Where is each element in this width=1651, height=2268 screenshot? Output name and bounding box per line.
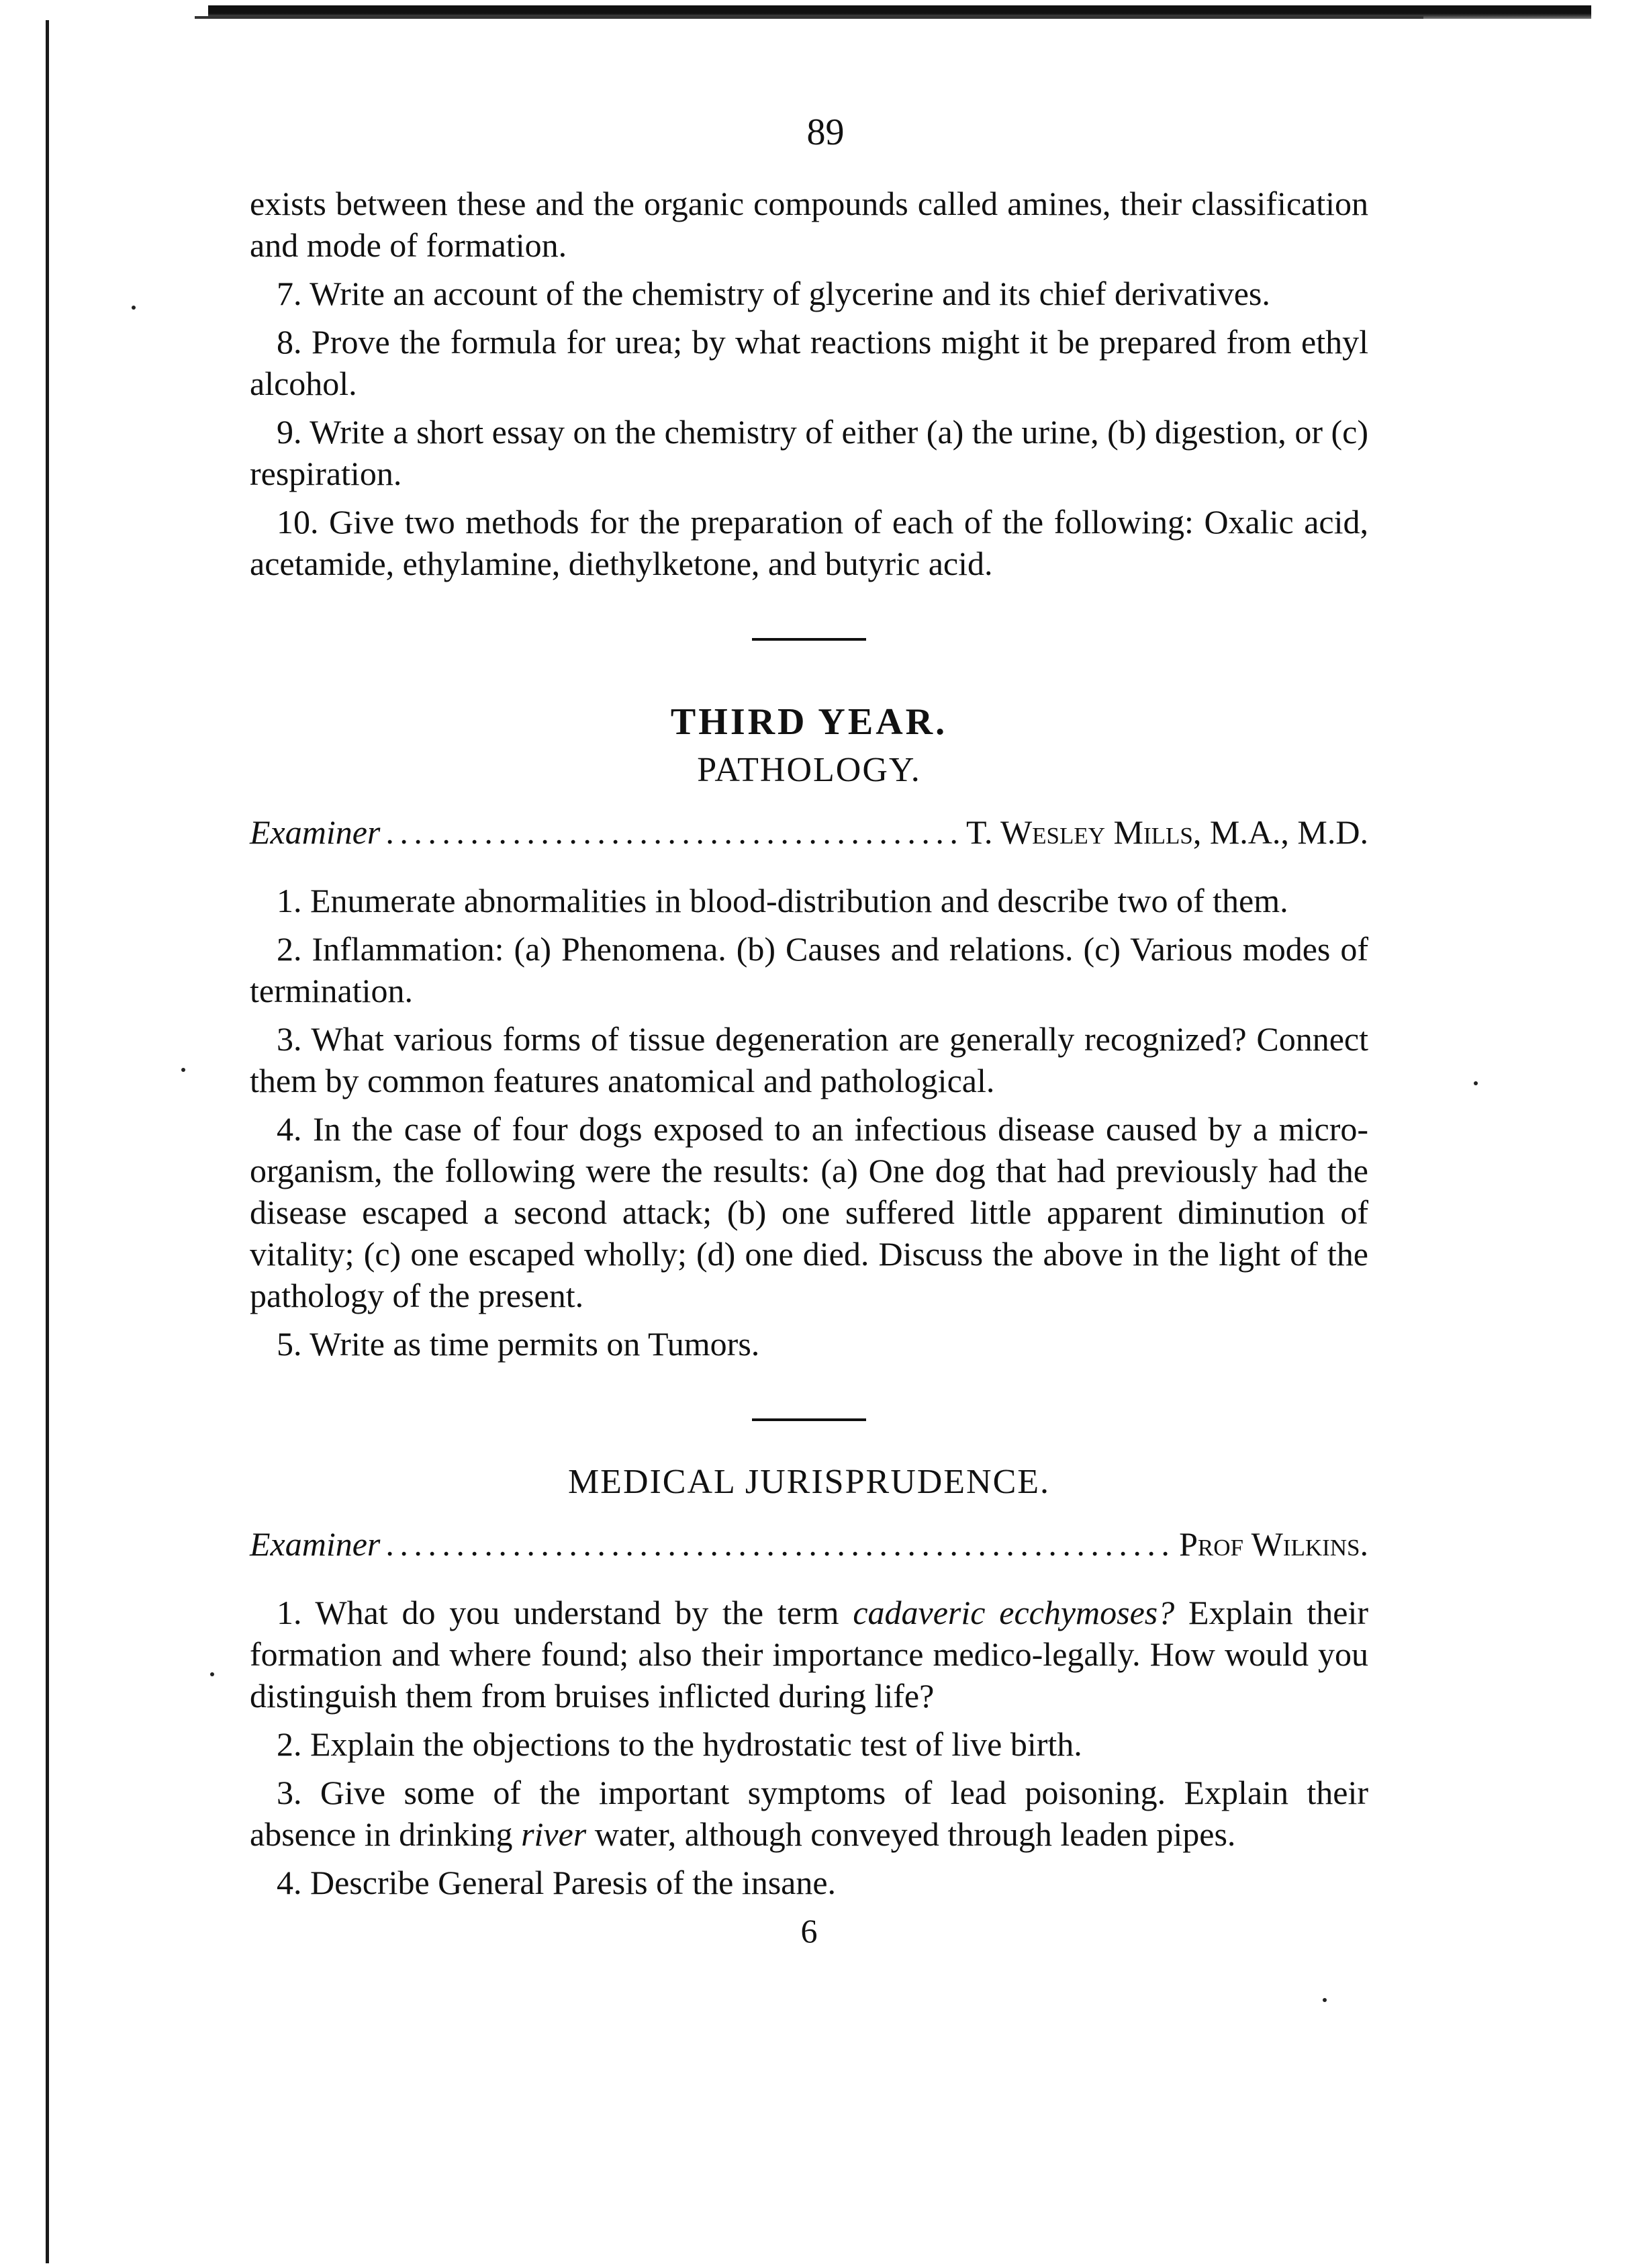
section-divider (752, 1418, 866, 1421)
pathology-heading: PATHOLOGY. (697, 751, 921, 789)
jurisprudence-question-4: 4. Describe General Paresis of the insane. (277, 1864, 837, 1901)
scan-speck (1323, 1998, 1327, 2002)
pathology-question-3: 3. What various forms of tissue degeneration are generally recognized? Connect them by common features anatomical and pathological. (250, 1020, 1368, 1099)
scan-speck (181, 1068, 185, 1072)
question-9: 9. Write a short essay on the chemistry of either (a) the urine, (b) digestion, or (c) respiration. (250, 413, 1368, 492)
q3-rest: water, although conveyed through leaden pipes. (586, 1815, 1236, 1853)
page-content (250, 183, 1368, 1952)
examiner-name: T. Wesley Mills, M.A., M.D. (966, 813, 1368, 851)
scan-speck (132, 306, 136, 310)
question-8: 8. Prove the formula for urea; by what reactions might it be prepared from ethyl alcohol. (250, 323, 1368, 402)
pathology-examiner-line (250, 811, 1368, 853)
jurisprudence-question-2: 2. Explain the objections to the hydrostatic test of live birth. (277, 1725, 1082, 1763)
examiner-label: Examiner (250, 813, 381, 851)
jurisprudence-question-1 (250, 1592, 1368, 1717)
question-7: 7. Write an account of the chemistry of glycerine and its chief derivatives. (277, 275, 1270, 312)
scan-speck (1474, 1081, 1478, 1085)
section-divider (752, 638, 866, 641)
q1-term: cadaveric ecchymoses? (853, 1594, 1175, 1631)
jurisprudence-heading: MEDICAL JURISPRUDENCE. (567, 1463, 1051, 1501)
q1-rest: Explain their formation and where found; also their importance medico-legally. How would you distinguish them from bruises inflicted during life? (250, 1594, 1368, 1715)
examiner-label: Examiner (250, 1525, 381, 1563)
q3-term: river (521, 1815, 587, 1853)
signature-number: 6 (800, 1912, 818, 1950)
third-year-heading: THIRD YEAR. (670, 701, 948, 743)
examiner-name: Prof Wilkins. (1179, 1525, 1368, 1563)
pathology-question-4: 4. In the case of four dogs exposed to an infectious disease caused by a micro-organism, the following were the results: (a) One dog that had previously had the disease escaped a second attack; (b) one suffered little apparent diminution of vitality; (c) one escaped wholly; (d) one died. Discuss the above in the light of the pathology of the present. (250, 1110, 1368, 1314)
scan-top-rule-thin (195, 16, 1423, 19)
pathology-question-5: 5. Write as time permits on Tumors. (277, 1325, 760, 1363)
pathology-question-2: 2. Inflammation: (a) Phenomena. (b) Causes and relations. (c) Various modes of termination. (250, 930, 1368, 1009)
q3-start: 3. Give some of the important symptoms of lead poisoning. Explain their absence in drinking (250, 1774, 1368, 1853)
continuation-text: exists between these and the organic compounds called amines, their classification and mode of formation. (250, 185, 1368, 264)
dot-leader (385, 1523, 1174, 1565)
pathology-question-1: 1. Enumerate abnormalities in blood-distribution and describe two of them. (277, 882, 1288, 919)
jurisprudence-examiner-line (250, 1523, 1368, 1565)
jurisprudence-question-3 (250, 1772, 1368, 1855)
scan-speck (210, 1672, 214, 1676)
dot-leader (385, 811, 961, 853)
page-number: 89 (806, 111, 845, 153)
scan-left-edge (46, 20, 49, 2263)
question-10: 10. Give two methods for the preparation of each of the following: Oxalic acid, acetamide, ethylamine, diethylketone, and butyric acid. (250, 503, 1368, 582)
q1-start: 1. What do you understand by the term (277, 1594, 853, 1631)
